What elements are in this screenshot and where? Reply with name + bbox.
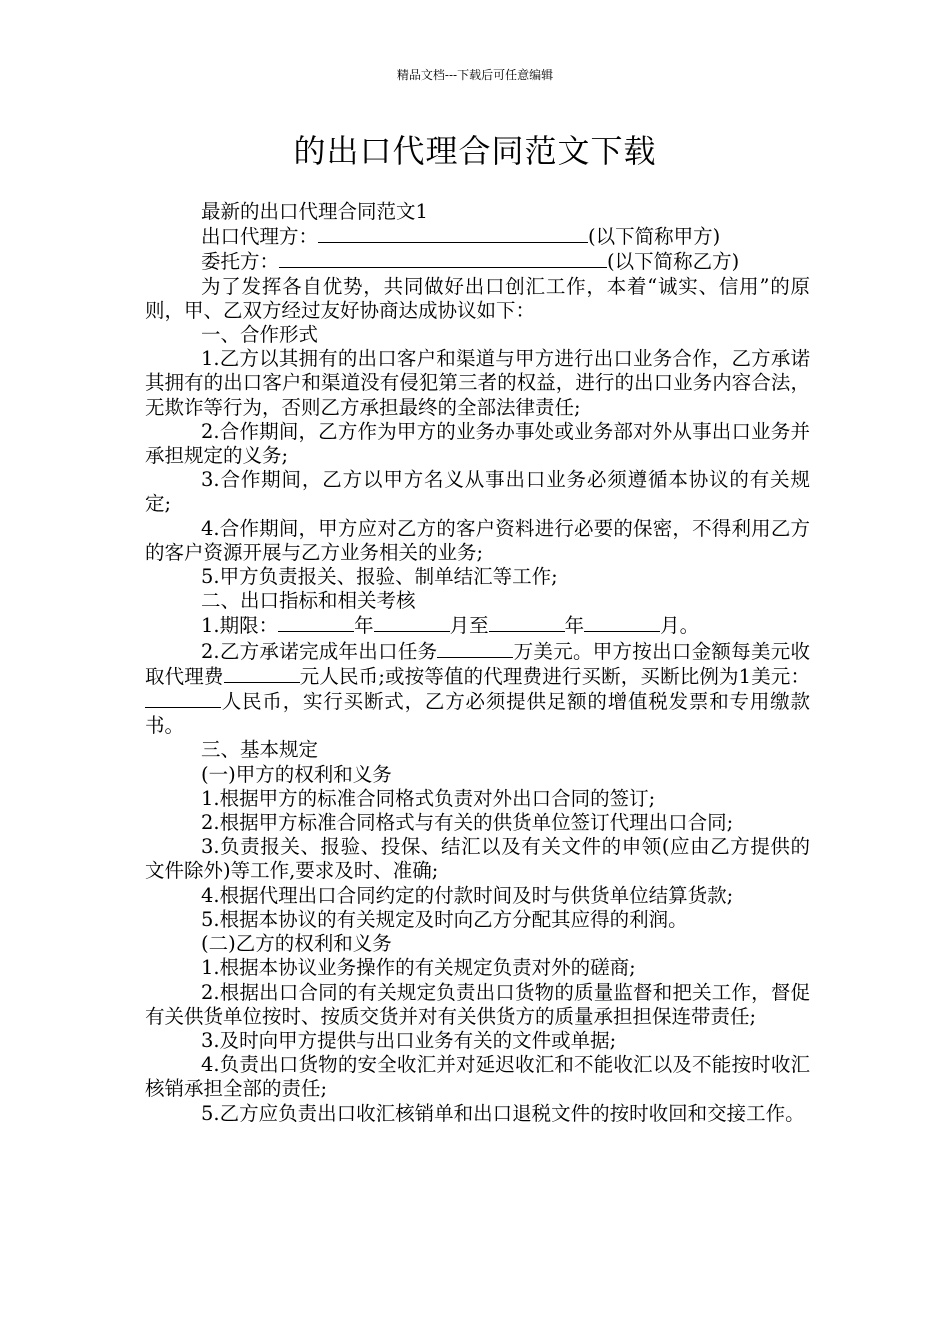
clause-paragraph: 4.根据代理出口合同约定的付款时间及时与供货单位结算货款; <box>201 883 734 907</box>
term-line <box>145 613 810 638</box>
clause-paragraph: 5.乙方应负责出口收汇核销单和出口退税文件的按时收回和交接工作。 <box>201 1101 805 1125</box>
clause-paragraph: 5.甲方负责报关、报验、制单结汇等工作; <box>201 565 558 589</box>
party-b-label: 委托方： <box>201 250 280 274</box>
preamble-paragraph: 为了发挥各自优势，共同做好出口创汇工作，本着“诚实、信用”的原则，甲、乙双方经过友好协商达成协议如下： <box>145 274 810 322</box>
party-b-blank <box>279 249 607 268</box>
clause-paragraph: 3.合作期间，乙方以甲方名义从事出口业务必须遵循本协议的有关规定; <box>145 468 810 516</box>
term-prefix: 1.期限： <box>201 614 279 638</box>
clause-paragraph: 4.负责出口货物的安全收汇并对延迟收汇和不能收汇以及不能按时收汇核销承担全部的责任; <box>145 1053 810 1101</box>
quota-text: 万美元。甲方按出口金额每美元收取代理费 <box>145 639 810 688</box>
clause-paragraph: 5.根据本协议的有关规定及时向乙方分配其应得的利润。 <box>201 907 688 931</box>
term-blank <box>278 613 354 632</box>
subsection-heading-party-b: (二)乙方的权利和义务 <box>201 932 392 956</box>
clause-paragraph: 1.根据甲方的标准合同格式负责对外出口合同的签订; <box>201 786 656 810</box>
section-heading-rules: 三、基本规定 <box>201 738 319 762</box>
quota-blank <box>437 639 513 658</box>
party-b-line <box>145 249 810 274</box>
party-b-suffix: (以下简称乙方) <box>607 250 740 274</box>
term-blank <box>584 613 660 632</box>
document-body <box>145 200 810 1126</box>
subsection-heading-party-a: (一)甲方的权利和义务 <box>201 762 392 786</box>
document-subtitle: 最新的出口代理合同范文1 <box>201 200 428 223</box>
term-month-label: 月。 <box>660 614 700 638</box>
clause-paragraph: 4.合作期间，甲方应对乙方的客户资料进行必要的保密，不得利用乙方的客户资源开展与乙方业务相关的业务; <box>145 516 810 564</box>
term-blank <box>489 613 565 632</box>
party-a-suffix: (以下简称甲方) <box>588 225 721 249</box>
section-heading-targets: 二、出口指标和相关考核 <box>201 589 416 613</box>
document-title: 的出口代理合同范文下载 <box>293 132 657 170</box>
clause-paragraph: 1.乙方以其拥有的出口客户和渠道与甲方进行出口业务合作，乙方承诺其拥有的出口客户和渠道没有侵犯第三者的权益，进行的出口业务内容合法，无欺诈等行为，否则乙方承担最终的全部法律责任; <box>145 347 810 419</box>
quota-text: 人民币，实行买断式，乙方必须提供足额的增值税发票和专用缴款书。 <box>145 690 810 738</box>
clause-paragraph: 3.及时向甲方提供与出口业务有关的文件或单据; <box>201 1028 617 1052</box>
quota-text: 2.乙方承诺完成年出口任务 <box>201 639 438 663</box>
quota-text: 元人民币;或按等值的代理费进行买断，买断比例为1美元： <box>299 664 810 688</box>
clause-paragraph: 3.负责报关、报验、投保、结汇以及有关文件的申领(应由乙方提供的文件除外)等工作,要求及时、准确; <box>145 835 810 883</box>
term-year-label: 年 <box>354 614 374 638</box>
party-a-label: 出口代理方： <box>201 225 319 249</box>
ratio-blank <box>145 689 221 708</box>
term-year-label: 年 <box>564 614 585 638</box>
section-heading-cooperation: 一、合作形式 <box>201 323 319 347</box>
term-blank <box>374 613 450 632</box>
clause-paragraph: 2.合作期间，乙方作为甲方的业务办事处或业务部对外从事出口业务并承担规定的义务; <box>145 419 810 468</box>
page-header-note: 精品文档---下载后可任意编辑 <box>396 68 554 82</box>
party-a-line <box>145 224 810 249</box>
clause-paragraph: 2.根据出口合同的有关规定负责出口货物的质量监督和把关工作，督促有关供货单位按时、按质交货并对有关供货方的质量承担担保连带责任; <box>145 980 810 1028</box>
clause-paragraph: 1.根据本协议业务操作的有关规定负责对外的磋商; <box>201 956 636 980</box>
fee-blank <box>224 664 300 683</box>
term-month-label: 月至 <box>449 614 489 638</box>
quota-paragraph <box>145 639 810 739</box>
clause-paragraph: 2.根据甲方标准合同格式与有关的供货单位签订代理出口合同; <box>201 811 734 835</box>
party-a-blank <box>318 224 588 243</box>
